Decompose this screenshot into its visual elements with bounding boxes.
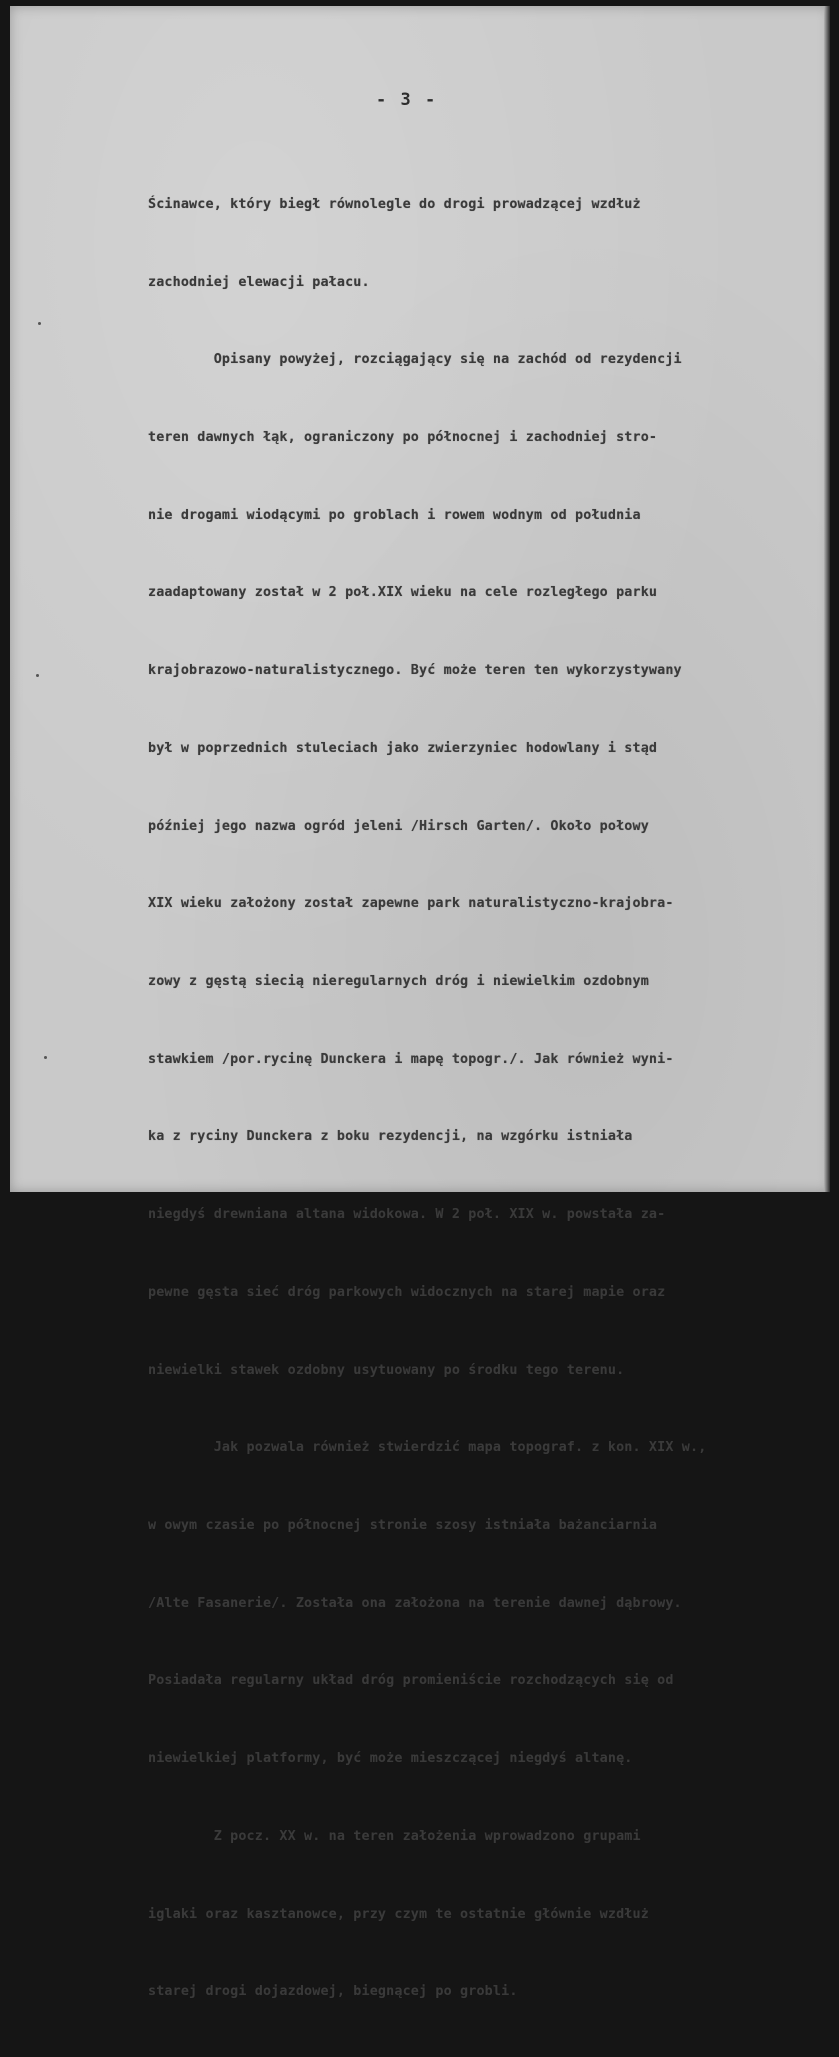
text-line: starej drogi dojazdowej, biegnącej po grobli. [148, 1984, 518, 2000]
text-line: Z pocz. XX w. na teren założenia wprowadzono grupami [148, 1828, 641, 1844]
text-line: iglaki oraz kasztanowce, przy czym te ostatnie głównie wzdłuż [148, 1906, 649, 1922]
text-line: niewielki stawek ozdobny usytuowany po środku tego terenu. [148, 1362, 625, 1378]
text-line: XIX wieku założony został zapewne park naturalistyczno-krajobra- [148, 896, 674, 912]
text-line: w owym czasie po północnej stronie szosy istniała bażanciarnia [148, 1518, 658, 1534]
text-line: zowy z gęstą siecią nieregularnych dróg i niewielkim ozdobnym [148, 974, 649, 989]
text-line: był w poprzednich stuleciach jako zwierzyniec hodowlany i stąd [148, 740, 658, 756]
margin-speck [36, 674, 39, 677]
text-line: niegdyś drewniana altana widokowa. W 2 poł. XIX w. powstała za- [148, 1207, 666, 1223]
page-number: - 3 - [376, 90, 438, 110]
text-line: Jak pozwala również stwierdzić mapa topograf. z kon. XIX w., [148, 1440, 707, 1456]
text-line: stawkiem /por.rycinę Dunckera i mapę topogr./. Jak również wyni- [148, 1051, 674, 1067]
text-line: Ścinawce, który biegł równolegle do drogi prowadzącej wzdłuż [148, 196, 641, 212]
text-line: teren dawnych łąk, ograniczony po północnej i zachodniej stro- [148, 429, 658, 445]
text-line: niewielkiej platformy, być może mieszczącej niegdyś altanę. [148, 1751, 633, 1767]
text-line: nie drogami wiodącymi po groblach i rowem wodnym od południa [148, 507, 641, 523]
text-line: później jego nazwa ogród jeleni /Hirsch Garten/. Około połowy [148, 818, 649, 834]
text-line: zachodniej elewacji pałacu. [148, 274, 370, 290]
text-line: /Alte Fasanerie/. Została ona założona na terenie dawnej dąbrowy. [148, 1595, 682, 1611]
margin-speck [44, 1056, 47, 1059]
document-page [10, 6, 830, 2000]
text-line: zaadaptowany został w 2 poł.XIX wieku na cele rozległego parku [148, 585, 658, 601]
text-line: Opisany powyżej, rozciągający się na zachód od rezydencji [148, 352, 682, 368]
text-line: ka z ryciny Dunckera z boku rezydencji, na wzgórku istniała [148, 1129, 633, 1145]
text-line: pewne gęsta sieć dróg parkowych widocznych na starej mapie oraz [148, 1284, 666, 1300]
margin-speck [38, 322, 41, 325]
body-text [148, 140, 828, 2057]
text-line: krajobrazowo-naturalistycznego. Być może teren ten wykorzystywany [148, 663, 682, 679]
text-line: Posiadała regularny układ dróg promieniście rozchodzących się od [148, 1673, 674, 1689]
